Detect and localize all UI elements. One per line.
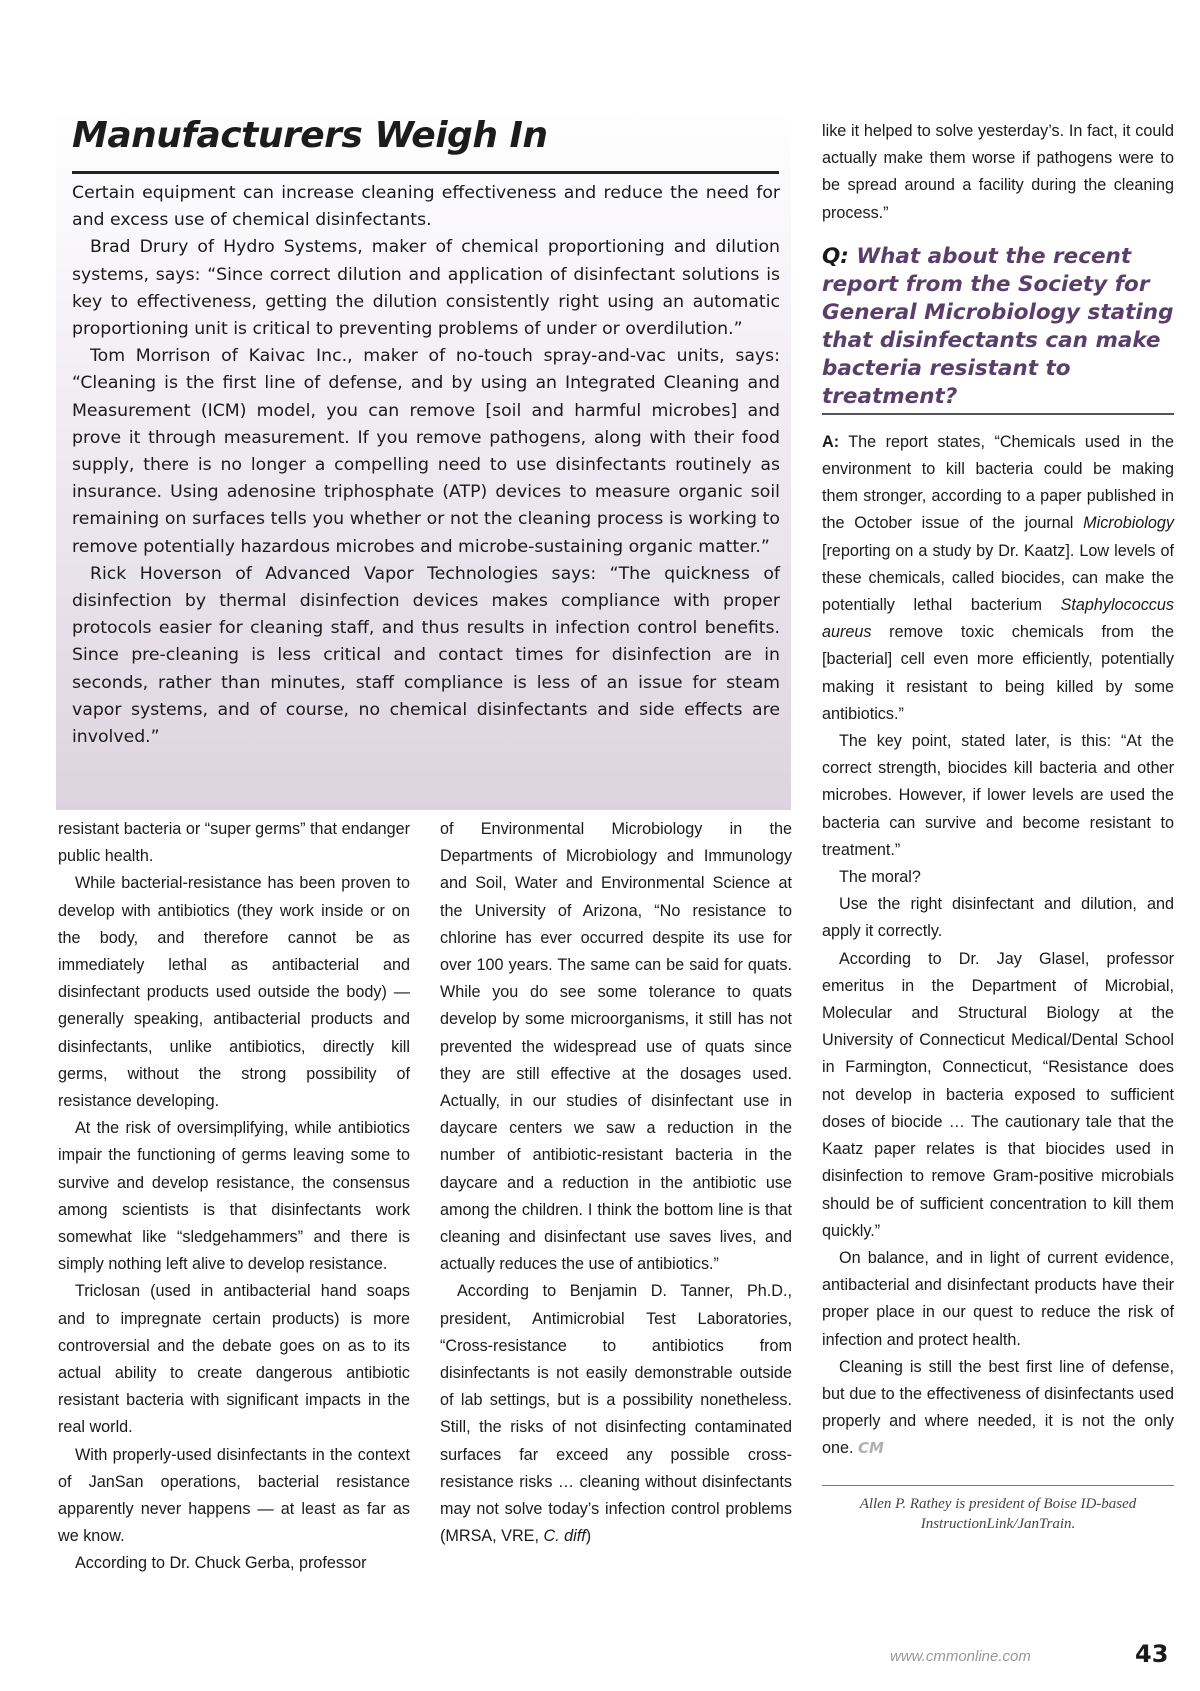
answer-text: [reporting on a study by Dr. Kaatz]. Low levels of these chemicals, called biocides, can make the potentially lethal bacterium bbox=[822, 541, 1174, 615]
page-number: 43 bbox=[1135, 1640, 1169, 1668]
body-paragraph: At the risk of oversimplifying, while antibiotics impair the functioning of germs leaving some to survive and develop resistance, the consensus among scientists is that disinfectants work somewhat like “sledgehammers” and there is simply nothing left alive to develop resistance. bbox=[58, 1119, 410, 1274]
body-text: ) bbox=[585, 1527, 592, 1546]
body-text: Cleaning is still the best first line of defense, but due to the effectiveness of disinfectants used properly and where needed, it is not the only one. bbox=[822, 1357, 1174, 1458]
body-paragraph: While bacterial-resistance has been proven to develop with antibiotics (they work inside or on the body, and therefore cannot be as immediately lethal as antibacterial and disinfectant products used outside the body) — generally speaking, antibacterial products and disinfectants, unlike antibiotics, directly kill germs, without the strong possibility of resistance developing. bbox=[58, 874, 410, 1111]
body-paragraph: of Environmental Microbiology in the Departments of Microbiology and Immunology and Soil, Water and Environmental Science at the University of Arizona, “No resistance to chlorine has ever occurred despite its use for over 100 years. The same can be said for quats. While you do see some tolerance to quats develop by some microorganisms, it still has not prevented the widespread use of quats since they are still effective at the dosages used. Actually, in our studies of disinfectant use in daycare centers we saw a reduction in the number of antibiotic-resistant bacteria in the daycare and a reduction in the antibiotic use among the children. I think the bottom line is that cleaning and disinfectant use saves lives, and actually reduces the use of antibiotics.” bbox=[440, 820, 792, 1274]
author-byline: Allen P. Rathey is president of Boise ID-based InstructionLink/JanTrain. bbox=[859, 1495, 1137, 1532]
article-column-3 bbox=[822, 118, 1174, 1534]
sidebar-body bbox=[72, 180, 780, 751]
body-paragraph: The key point, stated later, is this: “At the correct strength, biocides kill bacteria and other microbes. However, if lower levels are used the bacteria can survive and become resistant to treatment.” bbox=[822, 732, 1174, 859]
answer-text: The report states, “Chemicals used in the environment to kill bacteria could be making them stronger, according to a paper published in the October issue of the journal bbox=[822, 432, 1174, 533]
qa-answer bbox=[822, 429, 1174, 728]
body-paragraph: According to Dr. Jay Glasel, professor emeritus in the Department of Microbial, Molecular and Structural Biology at the University of Connecticut Medical/Dental School in Farmington, Connecticut, “Resistance does not develop in bacteria exposed to sufficient doses of biocide … The cautionary tale that the Kaatz paper relates is that biocides used in disinfection to remove Gram-positive microbials should be of sufficient concentration to kill them quickly.” bbox=[822, 949, 1174, 1240]
body-paragraph bbox=[822, 1354, 1174, 1463]
body-paragraph: Triclosan (used in antibacterial hand soaps and to impregnate certain products) is more controversial and the debate goes on as to its actual ability to create dangerous antibiotic resistant bacteria with significant impacts in the real world. bbox=[58, 1282, 410, 1437]
italic-term: C. diff bbox=[543, 1527, 586, 1546]
body-text: According to Benjamin D. Tanner, Ph.D., president, Antimicrobial Test Laboratories, “Cross-resistance to antibiotics from disinfectants is not easily demonstrable outside of lab settings, but is a possibility nonetheless. Still, the risks of not disinfecting contaminated surfaces far exceed any possible cross-resistance risks … cleaning without disinfectants may not solve today’s infection control problems (MRSA, VRE, bbox=[440, 1282, 792, 1546]
sidebar-paragraph: Tom Morrison of Kaivac Inc., maker of no-touch spray-and-vac units, says: “Cleaning is the first line of defense, and by using an Integrated Cleaning and Measurement (ICM) model, you can remove [soil and harmful microbes] and prove it through measurement. If you remove pathogens, along with their food supply, there is no longer a compelling need to use disinfectants routinely as insurance. Using adenosine triphosphate (ATP) devices to measure organic soil remaining on surfaces tells you whether or not the cleaning process is working to remove potentially hazardous microbes and microbe-sustaining organic matter.” bbox=[72, 346, 780, 557]
body-paragraph: The moral? bbox=[839, 868, 921, 887]
answer-text: remove toxic chemicals from the [bacterial] cell even more efficiently, potentially making it resistant to being killed by some antibiotics.” bbox=[822, 623, 1174, 723]
body-paragraph: like it helped to solve yesterday’s. In fact, it could actually make them worse if pathogens were to be spread around a facility during the cleaning process.” bbox=[822, 122, 1174, 222]
end-mark: CM bbox=[858, 1439, 884, 1458]
sidebar-paragraph: Rick Hoverson of Advanced Vapor Technologies says: “The quickness of disinfection by thermal disinfection devices makes compliance with proper protocols easier for cleaning staff, and thus results in infection control benefits. Since pre-cleaning is less critical and contact times for disinfection are in seconds, rather than minutes, staff compliance is less of an issue for steam vapor systems, and of course, no chemical disinfectants and side effects are involved.” bbox=[72, 563, 780, 748]
footer-url: www.cmmonline.com bbox=[890, 1648, 1031, 1665]
body-paragraph: According to Dr. Chuck Gerba, professor bbox=[75, 1554, 367, 1573]
sidebar-paragraph: Brad Drury of Hydro Systems, maker of chemical proportioning and dilution systems, says: “Since correct dilution and application of disinfectant solutions is key to effectiveness, getting the dilution consistently right using an automatic proportioning unit is critical to preventing problems of under or overdilution.” bbox=[72, 237, 780, 340]
body-paragraph: resistant bacteria or “super germs” that endanger public health. bbox=[58, 820, 410, 866]
sidebar-paragraph: Certain equipment can increase cleaning effectiveness and reduce the need for and excess use of chemical disinfectants. bbox=[72, 183, 780, 231]
question-label: Q: bbox=[822, 243, 849, 269]
body-paragraph: On balance, and in light of current evidence, antibacterial and disinfectant products have their proper place in our quest to reduce the risk of infection and protect health. bbox=[822, 1248, 1174, 1349]
qa-question bbox=[822, 243, 1174, 415]
byline-rule bbox=[822, 1485, 1174, 1486]
italic-term: Staphylococcus aureus bbox=[822, 596, 1174, 642]
body-paragraph bbox=[440, 1278, 792, 1550]
italic-term: Microbiology bbox=[1083, 514, 1174, 533]
body-paragraph: With properly-used disinfectants in the context of JanSan operations, bacterial resistance apparently never happens — at least as far as we know. bbox=[58, 1445, 410, 1546]
sidebar-title: Manufacturers Weigh In bbox=[72, 115, 548, 156]
answer-label: A: bbox=[822, 432, 840, 451]
sidebar-title-rule bbox=[72, 171, 779, 174]
body-paragraph: Use the right disinfectant and dilution, and apply it correctly. bbox=[822, 895, 1174, 941]
article-column-2 bbox=[440, 816, 792, 1550]
article-column-1 bbox=[58, 816, 410, 1578]
question-text: What about the recent report from the Society for General Microbiology stating that disinfectants can make bacteria resistant to treatment? bbox=[822, 243, 1174, 409]
